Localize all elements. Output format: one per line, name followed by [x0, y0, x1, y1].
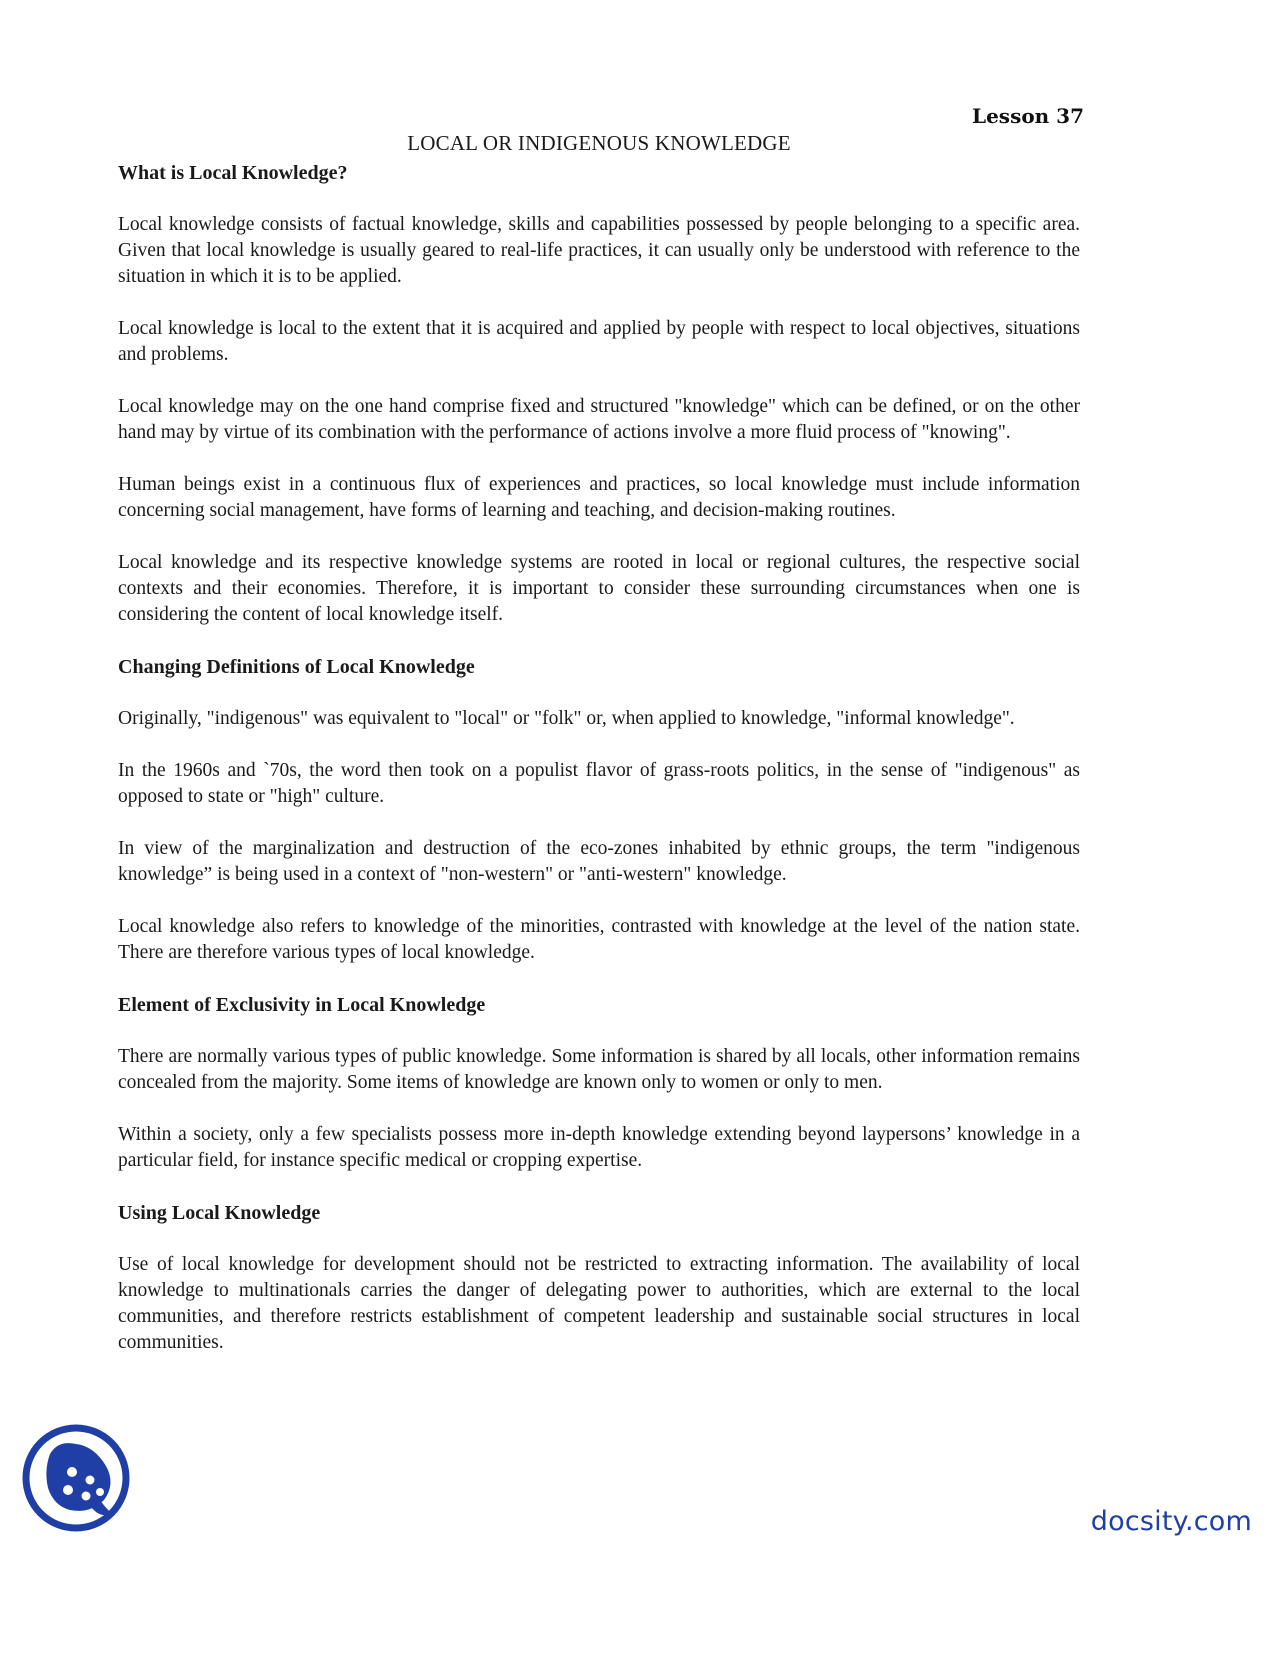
paragraph: Local knowledge and its respective knowledge systems are rooted in local or regional cultures, the respective social contexts and their economies. Therefore, it is important to consider these surrounding circumstances when one is considering the content of local knowledge itself. — [118, 552, 1080, 625]
docsity-watermark[interactable]: docsity.com — [1090, 1506, 1252, 1537]
paragraph: Local knowledge consists of factual knowledge, skills and capabilities possessed by people belonging to a specific area. Given that local knowledge is usually geared to real-life practices, it can usually only be understood with reference to the situation in which it is to be applied. — [118, 214, 1080, 287]
section-changing-definitions — [118, 654, 1080, 992]
docsity-logo-icon — [20, 1422, 132, 1534]
paragraph: Originally, "indigenous" was equivalent to "local" or "folk" or, when applied to knowledge, "informal knowledge". — [118, 708, 1015, 729]
section-heading: Changing Definitions of Local Knowledge — [118, 656, 475, 678]
section-heading: Element of Exclusivity in Local Knowledge — [118, 994, 486, 1016]
paragraph: Local knowledge may on the one hand comprise fixed and structured "knowledge" which can be defined, or on the other hand may by virtue of its combination with the performance of actions involve a more fluid process of "knowing". — [118, 396, 1080, 443]
paragraph: Within a society, only a few specialists possess more in-depth knowledge extending beyond laypersons’ knowledge in a particular field, for instance specific medical or cropping expertise. — [118, 1124, 1080, 1171]
paragraph: Local knowledge also refers to knowledge of the minorities, contrasted with knowledge at the level of the nation state. There are therefore various types of local knowledge. — [118, 916, 1080, 963]
section-what-is-local-knowledge — [118, 160, 1080, 654]
document-title: LOCAL OR INDIGENOUS KNOWLEDGE — [407, 131, 791, 155]
paragraph: Human beings exist in a continuous flux of experiences and practices, so local knowledge must include information concerning social management, have forms of learning and teaching, and decision-making routines. — [118, 474, 1080, 521]
section-element-of-exclusivity — [118, 992, 1080, 1200]
section-using-local-knowledge — [118, 1200, 1080, 1356]
paragraph: In view of the marginalization and destruction of the eco-zones inhabited by ethnic groups, the term "indigenous knowledge” is being used in a context of "non-western" or "anti-western" knowledge. — [118, 838, 1080, 885]
paragraph: Local knowledge is local to the extent that it is acquired and applied by people with respect to local objectives, situations and problems. — [118, 318, 1080, 365]
paragraph: There are normally various types of public knowledge. Some information is shared by all locals, other information remains concealed from the majority. Some items of knowledge are known only to women or only to men. — [118, 1046, 1080, 1093]
section-heading: What is Local Knowledge? — [118, 162, 348, 184]
paragraph: In the 1960s and `70s, the word then took on a populist flavor of grass-roots politics, in the sense of "indigenous" as opposed to state or "high" culture. — [118, 760, 1080, 807]
document-body — [118, 128, 1080, 1356]
section-heading: Using Local Knowledge — [118, 1202, 321, 1224]
paragraph: Use of local knowledge for development should not be restricted to extracting information. The availability of local knowledge to multinationals carries the danger of delegating power to authorities, which are external to the local communities, and therefore restricts establishment of competent leadership and sustainable social structures in local communities. — [118, 1254, 1080, 1353]
lesson-number: Lesson 37 — [972, 104, 1084, 128]
